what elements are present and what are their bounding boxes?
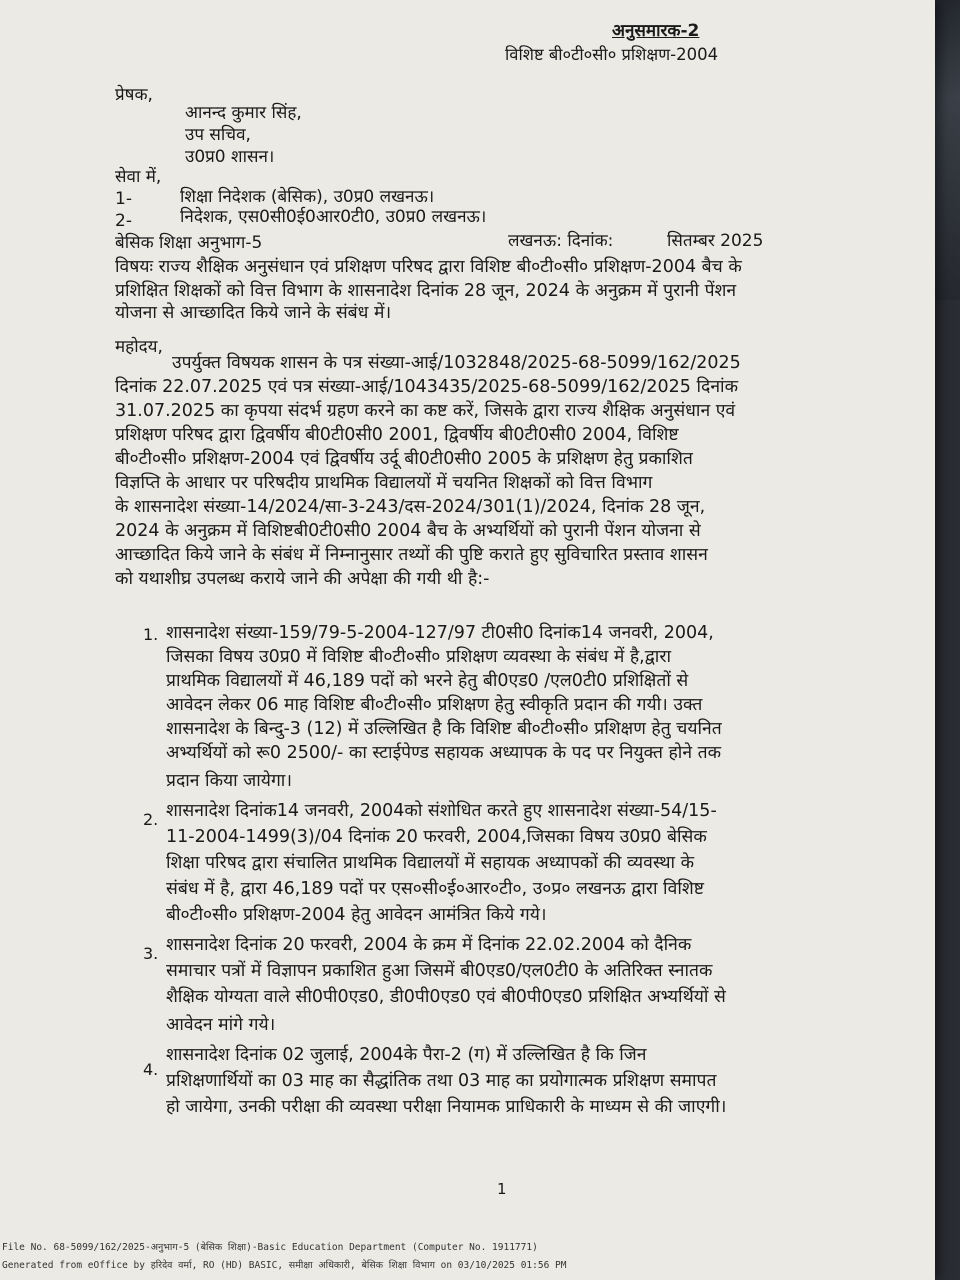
department-section: बेसिक शिक्षा अनुभाग-5 (115, 233, 263, 253)
place-date: लखनऊ: दिनांक: (508, 231, 614, 251)
point-line: आवेदन मांगे गये। (166, 1015, 276, 1035)
annexure-label: अनुसमारक-2 (612, 21, 700, 41)
recipient-number: 1- (115, 189, 132, 209)
point-line: हो जायेगा, उनकी परीक्षा की व्यवस्था परीक्षा नियामक प्राधिकारी के माध्यम से की जाएगी। (166, 1097, 727, 1117)
salutation: महोदय, (115, 337, 163, 357)
body-line: 31.07.2025 का कृपया संदर्भ ग्रहण करने का कष्ट करें, जिसके द्वारा राज्य शैक्षिक अनुसंधान एवं (115, 401, 736, 421)
point-line: अभ्यर्थियों को रू0 2500/- का स्टाईपेण्ड सहायक अध्यापक के पद पर नियुक्त होने तक (166, 743, 722, 763)
sender-office: उ0प्र0 शासन। (185, 147, 275, 167)
point-line: शासनादेश के बिन्दु-3 (12) में उल्लिखित है कि विशिष्ट बी०टी०सी० प्रशिक्षण हेतु चयनित (166, 719, 722, 739)
point-line: प्रशिक्षणार्थियों का 03 माह का सैद्धांतिक तथा 03 माह का प्रयोगात्मक प्रशिक्षण समापत (166, 1071, 717, 1091)
point-line: आवेदन लेकर 06 माह विशिष्ट बी०टी०सी० प्रशिक्षण हेतु स्वीकृति प्रदान की गयी। उक्त (166, 695, 703, 715)
recipient-text: निदेशक, एस0सी0ई0आर0टी0, उ0प्र0 लखनऊ। (180, 207, 487, 227)
body-line: दिनांक 22.07.2025 एवं पत्र संख्या-आई/1043435/2025-68-5099/162/2025 दिनांक (115, 377, 739, 397)
body-line: आच्छादित किये जाने के संबंध में निम्नानुसार तथ्यों की पुष्टि कराते हुए सुविचारित प्रस्ताव शासन (115, 545, 708, 565)
recipient-number: 2- (115, 211, 132, 231)
point-line: शासनादेश दिनांक 20 फरवरी, 2004 के क्रम में दिनांक 22.02.2004 को दैनिक (166, 935, 692, 955)
sender-name: आनन्द कुमार सिंह, (185, 103, 302, 123)
point-line: बी०टी०सी० प्रशिक्षण-2004 हेतु आवेदन आमंत्रित किये गये। (166, 905, 547, 925)
recipient-text: शिक्षा निदेशक (बेसिक), उ0प्र0 लखनऊ। (180, 187, 435, 207)
point-number: 3. (143, 944, 159, 963)
recipients-label: सेवा में, (115, 167, 162, 187)
point-number: 1. (143, 625, 159, 644)
subject-line: प्रशिक्षित शिक्षकों को वित्त विभाग के शासनादेश दिनांक 28 जून, 2024 के अनुक्रम में पुरानी पेंशन (115, 281, 737, 301)
document-subtitle: विशिष्ट बी०टी०सी० प्रशिक्षण-2004 (505, 45, 719, 64)
point-line: जिसका विषय उ0प्र0 में विशिष्ट बी०टी०सी० प्रशिक्षण व्यवस्था के संबंध में है,द्वारा (166, 647, 672, 667)
body-line: उपर्युक्त विषयक शासन के पत्र संख्या-आई/1032848/2025-68-5099/162/2025 (172, 353, 741, 373)
body-line: विज्ञप्ति के आधार पर परिषदीय प्राथमिक विद्यालयों में चयनित शिक्षकों को वित्त विभाग (115, 473, 653, 493)
point-line: प्रदान किया जायेगा। (166, 771, 292, 791)
footer-file-line: File No. 68-5099/162/2025-अनुभाग-5 (बेसिक शिक्षा)-Basic Education Department (Computer No. 1911771) (2, 1242, 538, 1253)
body-line: बी०टी०सी० प्रशिक्षण-2004 एवं द्विवर्षीय उर्दू बी0टी0सी0 2005 के प्रशिक्षण हेतु प्रकाशित (115, 449, 693, 469)
point-line: प्राथमिक विद्यालयों में 46,189 पदों को भरने हेतु बी0एड0 /एल0टी0 प्रशिक्षितों से (166, 671, 689, 691)
point-number: 4. (143, 1060, 159, 1079)
sender-label: प्रेषक, (115, 85, 153, 105)
point-line: शासनादेश संख्या-159/79-5-2004-127/97 टी0सी0 दिनांक14 जनवरी, 2004, (166, 623, 714, 643)
point-line: शासनादेश दिनांक 02 जुलाई, 2004के पैरा-2 (ग) में उल्लिखित है कि जिन (166, 1045, 647, 1065)
page-number: 1 (497, 1180, 507, 1198)
point-line: शासनादेश दिनांक14 जनवरी, 2004को संशोधित करते हुए शासनादेश संख्या-54/15- (166, 801, 717, 821)
body-line: के शासनादेश संख्या-14/2024/सा-3-243/दस-2024/301(1)/2024, दिनांक 28 जून, (115, 497, 706, 517)
point-line: शिक्षा परिषद द्वारा संचालित प्राथमिक विद्यालयों में सहायक अध्यापकों की व्यवस्था के (166, 853, 695, 873)
subject-line: योजना से आच्छादित किये जाने के संबंध में। (115, 303, 392, 323)
body-line: को यथाशीघ्र उपलब्ध कराये जाने की अपेक्षा की गयी थी है:- (115, 569, 490, 589)
letter-month: सितम्बर 2025 (667, 231, 764, 251)
subject-line: विषयः राज्य शैक्षिक अनुसंधान एवं प्रशिक्षण परिषद द्वारा विशिष्ट बी०टी०सी० प्रशिक्षण-2004 बैच के (115, 257, 742, 277)
point-line: शैक्षिक योग्यता वाले सी0पी0एड0, डी0पी0एड0 एवं बी0पी0एड0 प्रशिक्षित अभ्यर्थियों से (166, 987, 726, 1007)
sender-designation: उप सचिव, (185, 125, 251, 145)
point-line: संबंध में है, द्वारा 46,189 पदों पर एस०सी०ई०आर०टी०, उ०प्र० लखनऊ द्वारा विशिष्ट (166, 879, 704, 899)
point-number: 2. (143, 810, 159, 829)
point-line: 11-2004-1499(3)/04 दिनांक 20 फरवरी, 2004,जिसका विषय उ0प्र0 बेसिक (166, 827, 707, 847)
point-line: समाचार पत्रों में विज्ञापन प्रकाशित हुआ जिसमें बी0एड0/एल0टी0 के अतिरिक्त स्नातक (166, 961, 713, 981)
footer-generated-line: Generated from eOffice by हरिदेव वर्मा, RO (HD) BASIC, समीक्षा अधिकारी, बेसिक शिक्षा विभाग on 03/10/2025 01:56 PM (2, 1260, 567, 1271)
body-line: प्रशिक्षण परिषद द्वारा द्विवर्षीय बी0टी0सी0 2001, द्विवर्षीय बी0टी0सी0 2004, विशिष्ट (115, 425, 679, 445)
body-line: 2024 के अनुक्रम में विशिष्टबी0टी0सी0 2004 बैच के अभ्यर्थियों को पुरानी पेंशन योजना से (115, 521, 701, 541)
